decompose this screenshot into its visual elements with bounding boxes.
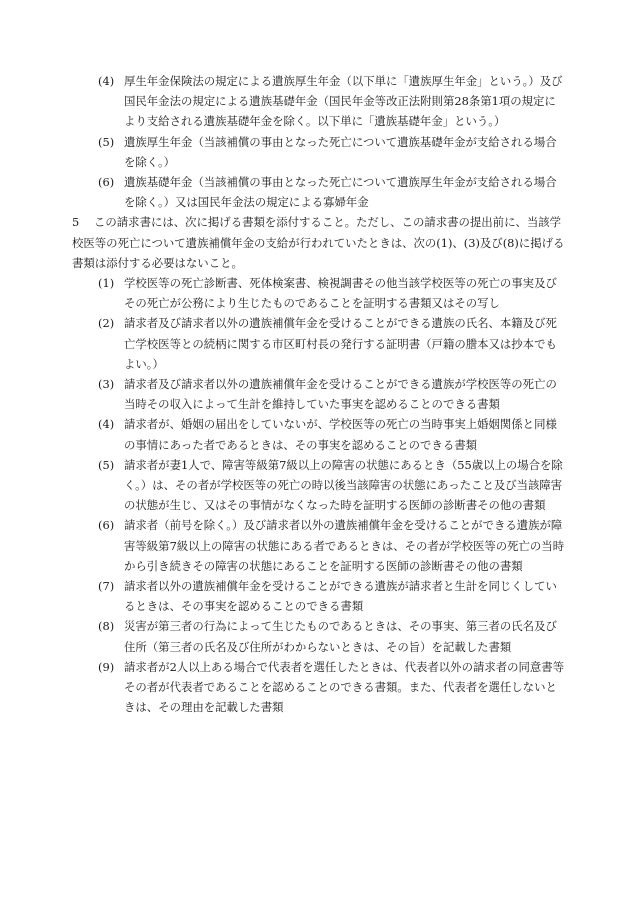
item-text: 請求者及び請求者以外の遺族補償年金を受けることができる遺族が学校医等の死亡の当時その収入によって生計を維持していた事実を認めることのできる書類 xyxy=(124,377,557,412)
list-item-6-pension xyxy=(88,172,566,212)
attachment-item-8 xyxy=(88,616,566,656)
attachment-item-3 xyxy=(88,374,566,414)
document-body xyxy=(72,71,566,718)
attachment-item-6 xyxy=(88,515,566,576)
item-text: 請求者及び請求者以外の遺族補償年金を受けることができる遺族の氏名、本籍及び死亡学校医等との続柄に関する市区町村長の発行する証明書（戸籍の謄本又は抄本でもよい。） xyxy=(124,316,557,371)
item-text: 請求者（前号を除く。）及び請求者以外の遺族補償年金を受けることができる遺族が障害等級第7級以上の障害の状態にある者であるときは、その者が学校医等の死亡の当時から引き続きその障害の状態にあることを証明する医師の診断書その他の書類 xyxy=(124,518,565,573)
item-number: (8) xyxy=(98,619,115,634)
section-5 xyxy=(72,212,566,273)
item-text: 請求者が、婚姻の届出をしていないが、学校医等の死亡の当時事実上婚姻関係と同様の事情にあった者であるときは、その事実を認めることのできる書類 xyxy=(124,417,557,452)
list-item-5-pension xyxy=(88,132,566,172)
item-number: (6) xyxy=(98,175,115,190)
item-number: (9) xyxy=(98,659,115,674)
attachment-item-4 xyxy=(88,414,566,454)
item-number: (2) xyxy=(98,316,115,331)
item-text: 災害が第三者の行為によって生じたものであるときは、その事実、第三者の氏名及び住所（第三者の氏名及び住所がわからないときは、その旨）を記載した書類 xyxy=(124,619,557,654)
attachment-item-7 xyxy=(88,576,566,616)
item-number: (4) xyxy=(98,417,115,432)
attachment-item-2 xyxy=(88,313,566,374)
section-number: 5 xyxy=(72,215,80,230)
item-number: (5) xyxy=(98,134,115,149)
attachment-item-1 xyxy=(88,273,566,313)
item-text: 請求者が妻1人で、障害等級第7級以上の障害の状態にあるとき（55歳以上の場合を除く。）は、その者が学校医等の死亡の時以後当該障害の状態にあったこと及び当該障害の状態が生じ、又はその事情がなくなった時を証明する医師の診断書その他の書類 xyxy=(124,457,563,513)
attachment-item-5 xyxy=(88,455,566,516)
attachment-item-9 xyxy=(88,657,566,718)
list-item-4-pension xyxy=(88,71,566,132)
item-text: 請求者以外の遺族補償年金を受けることができる遺族が請求者と生計を同じくしているときは、その事実を認めることのできる書類 xyxy=(124,579,557,614)
item-text: 遺族厚生年金（当該補償の事由となった死亡について遺族基礎年金が支給される場合を除く。） xyxy=(124,134,557,169)
item-text: 請求者が2人以上ある場合で代表者を選任したときは、代表者以外の請求者の同意書等その者が代表者であることを認めることのできる書類。また、代表者を選任しないときは、その理由を記載した書類 xyxy=(124,659,565,715)
item-number: (7) xyxy=(98,579,115,594)
item-number: (3) xyxy=(98,377,115,392)
section-text: この請求書には、次に掲げる書類を添付すること。ただし、この請求書の提出前に、当該学校医等の死亡について遺族補償年金の支給が行われていたときは、次の(1)、(3)及び(8)に掲げる書類は添付する必要はないこと。 xyxy=(72,215,565,270)
item-number: (5) xyxy=(98,457,115,472)
item-text: 遺族基礎年金（当該補償の事由となった死亡について遺族厚生年金が支給される場合を除く。）又は国民年金法の規定による寡婦年金 xyxy=(124,175,557,210)
item-number: (1) xyxy=(98,276,115,291)
item-number: (6) xyxy=(98,518,115,533)
item-number: (4) xyxy=(98,74,115,88)
item-text: 厚生年金保険法の規定による遺族厚生年金（以下単に「遺族厚生年金」という。）及び国民年金法の規定による遺族基礎年金（国民年金等改正法附則第28条第1項の規定により支給される遺族基礎年金を除く。以下単に「遺族基礎年金」という。） xyxy=(124,74,563,129)
item-text: 学校医等の死亡診断書、死体検案書、検視調書その他当該学校医等の死亡の事実及びその死亡が公務により生じたものであることを証明する書類又はその写し xyxy=(124,276,557,311)
